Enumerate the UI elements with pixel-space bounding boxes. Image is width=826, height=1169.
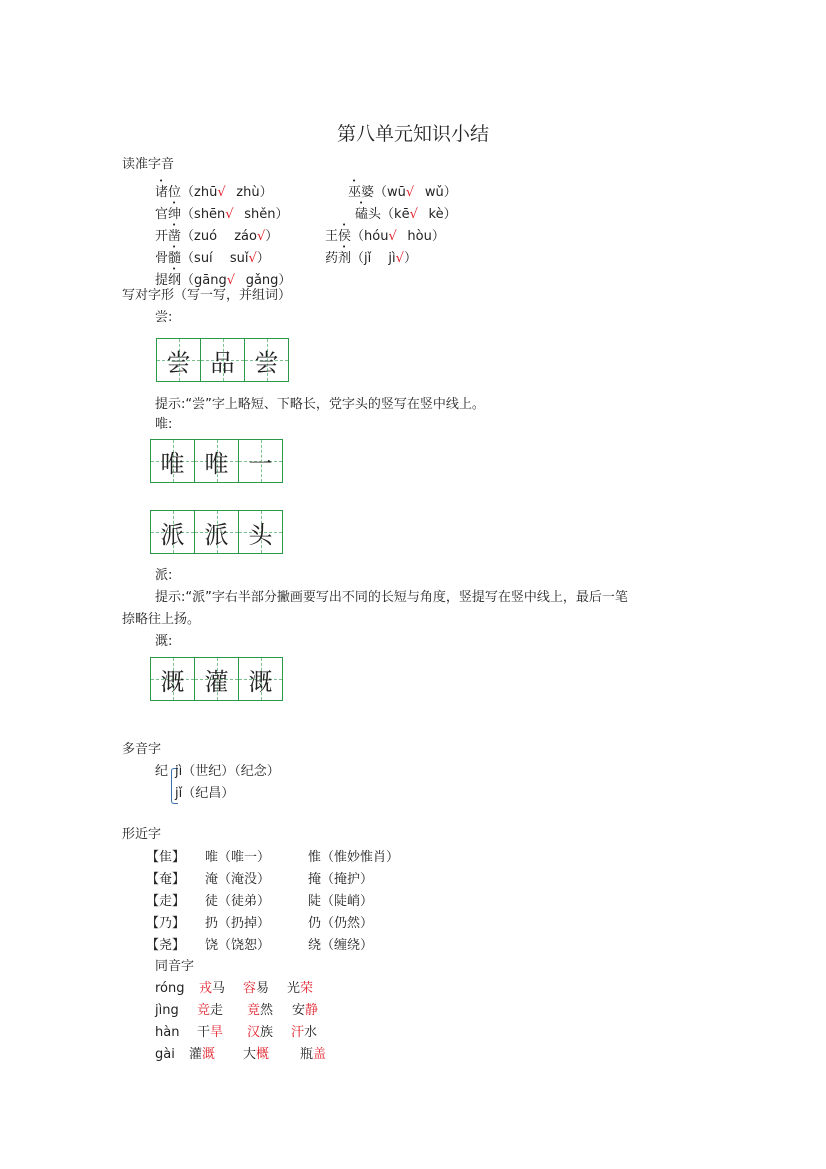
polyphone-line2: jǐ（纪昌） xyxy=(175,786,235,801)
check-icon: √ xyxy=(248,251,257,266)
homophone-pinyin: gài xyxy=(155,1047,175,1062)
word-char: 提 xyxy=(155,273,169,288)
radical: 【尧】 xyxy=(146,938,186,953)
gai-label: 溉: xyxy=(155,634,173,649)
pinyin-option: hòu xyxy=(407,229,432,244)
similar-word-2: 仍（仍然） xyxy=(308,916,374,931)
word-char: 位 xyxy=(168,185,182,200)
word-char: 灌 xyxy=(189,1047,203,1062)
spacer xyxy=(371,251,388,266)
pinyin-option: suǐ xyxy=(229,251,249,266)
spacer xyxy=(235,273,246,288)
pinyin-option: wǔ xyxy=(424,185,444,200)
pinyin-option: zhū xyxy=(194,185,218,200)
grid-cell xyxy=(239,658,282,700)
polyphone-line1: jì（世纪）（纪念） xyxy=(175,764,280,779)
word-char: 官 xyxy=(155,207,169,222)
similar-word-2: 绕（缠绕） xyxy=(308,938,374,953)
paren: ） xyxy=(431,229,445,244)
word-char: 头 xyxy=(368,207,382,222)
word-char: 瓶 xyxy=(300,1047,314,1062)
paren: ） xyxy=(256,251,270,266)
radical: 【隹】 xyxy=(146,850,186,865)
homophone-pinyin: hàn xyxy=(155,1025,180,1040)
pai-tip-line1: 提示:“派”字右半部分撇画要写出不同的长短与角度，竖提写在竖中线上，最后一笔 xyxy=(155,590,628,605)
paren: （ xyxy=(351,229,365,244)
paren: （ xyxy=(351,251,365,266)
word-char: 光 xyxy=(287,981,301,996)
pinyin-option: gǎng xyxy=(245,273,279,288)
grid-char: 派 xyxy=(204,520,229,549)
highlight-char: 汉 xyxy=(247,1025,261,1040)
pinyin-option: záo xyxy=(234,229,257,244)
word-char: 安 xyxy=(292,1003,306,1018)
homophone-word xyxy=(300,1046,326,1064)
similar-word-2: 陡（陡峭） xyxy=(308,894,374,909)
paren: （ xyxy=(374,185,388,200)
grid-cell xyxy=(151,440,195,482)
similar-word-2: 惟（惟妙惟肖） xyxy=(308,850,400,865)
highlight-char: 竟 xyxy=(247,1003,261,1018)
paren: （ xyxy=(181,273,195,288)
word-char: 开 xyxy=(155,229,169,244)
grid-char: 尝 xyxy=(254,348,279,377)
highlight-char: 容 xyxy=(243,981,257,996)
word-char: 干 xyxy=(197,1025,211,1040)
word-char: 磕 xyxy=(355,207,369,222)
word-char: 王 xyxy=(325,229,339,244)
homophone-word xyxy=(199,980,225,998)
word-char: 侯 xyxy=(338,229,352,244)
homophone-word xyxy=(287,980,313,998)
pinyin-option: zhù xyxy=(236,185,260,200)
grid-char: 头 xyxy=(248,520,273,549)
grid-cell xyxy=(151,658,195,700)
highlight-char: 旱 xyxy=(210,1025,224,1040)
word-char: 凿 xyxy=(168,229,182,244)
pinyin-option: shēn xyxy=(194,207,226,222)
highlight-char: 荣 xyxy=(300,981,314,996)
grid-char: 派 xyxy=(160,520,185,549)
grid-char: 一 xyxy=(248,449,273,478)
check-icon: √ xyxy=(409,207,418,222)
highlight-char: 盖 xyxy=(313,1047,327,1062)
section-reading-heading: 读准字音 xyxy=(122,157,175,172)
check-icon: √ xyxy=(405,185,415,200)
paren: （ xyxy=(381,207,395,222)
check-icon: √ xyxy=(256,229,266,244)
similar-word-1: 淹（淹没） xyxy=(205,872,271,887)
pinyin-option: wū xyxy=(387,185,406,200)
paren: ） xyxy=(443,207,457,222)
homophone-word xyxy=(291,1024,317,1042)
wei-grid xyxy=(150,439,283,483)
grid-cell xyxy=(157,339,201,381)
radical: 【走】 xyxy=(146,894,186,909)
homophone-word xyxy=(189,1046,215,1064)
spacer xyxy=(226,185,237,200)
similar-word-1: 徒（徒弟） xyxy=(205,894,271,909)
grid-cell xyxy=(195,440,239,482)
paren: （ xyxy=(181,207,195,222)
pinyin-item xyxy=(325,243,417,268)
section-writing-heading: 写对字形（写一写，并组词） xyxy=(122,288,292,303)
grid-char: 唯 xyxy=(204,449,229,478)
pinyin-option: kē xyxy=(394,207,410,222)
word-char: 大 xyxy=(243,1047,257,1062)
grid-char: 溉 xyxy=(248,667,273,696)
pai-tip-line2: 捺略往上扬。 xyxy=(122,612,201,627)
paren: ） xyxy=(403,251,417,266)
spacer xyxy=(418,207,429,222)
highlight-char: 溉 xyxy=(202,1047,216,1062)
paren: ） xyxy=(259,185,273,200)
similar-word-1: 扔（扔掉） xyxy=(205,916,271,931)
homophone-pinyin: jìng xyxy=(155,1003,179,1018)
pinyin-option: kè xyxy=(428,207,444,222)
word-char: 婆 xyxy=(361,185,375,200)
section-similar-heading: 形近字 xyxy=(122,827,162,842)
word-char: 马 xyxy=(212,981,226,996)
page-title: 第八单元知识小结 xyxy=(336,123,489,145)
highlight-char: 竞 xyxy=(197,1003,211,1018)
polyphone-char: 纪 xyxy=(155,764,169,779)
grid-cell xyxy=(151,511,195,553)
homophone-word xyxy=(197,1002,223,1020)
pinyin-option: jì xyxy=(388,251,396,266)
grid-cell xyxy=(239,511,282,553)
homophone-word xyxy=(243,1046,269,1064)
check-icon: √ xyxy=(226,273,236,288)
grid-cell xyxy=(239,440,282,482)
word-char: 骨 xyxy=(155,251,169,266)
paren: （ xyxy=(181,251,195,266)
similar-word-1: 唯（唯一） xyxy=(205,850,271,865)
pinyin-option: gāng xyxy=(194,273,227,288)
spacer xyxy=(397,229,408,244)
pinyin-option: zuó xyxy=(194,229,218,244)
word-char: 易 xyxy=(256,981,270,996)
word-char: 巫 xyxy=(348,185,362,200)
word-char: 绅 xyxy=(168,207,182,222)
highlight-char: 汗 xyxy=(291,1025,305,1040)
homophone-pinyin: róng xyxy=(155,981,185,996)
homophone-word xyxy=(243,980,269,998)
homophone-word xyxy=(247,1024,273,1042)
highlight-char: 概 xyxy=(256,1047,270,1062)
highlight-char: 戎 xyxy=(199,981,213,996)
grid-char: 品 xyxy=(210,348,235,377)
word-char: 走 xyxy=(210,1003,224,1018)
similar-word-1: 饶（饶恕） xyxy=(205,938,271,953)
grid-char: 溉 xyxy=(160,667,185,696)
wei-label: 唯: xyxy=(155,417,173,432)
chang-grid xyxy=(156,338,289,382)
grid-cell xyxy=(195,511,239,553)
similar-word-2: 掩（掩护） xyxy=(308,872,374,887)
paren: ） xyxy=(278,273,292,288)
grid-cell xyxy=(195,658,239,700)
word-char: 水 xyxy=(304,1025,318,1040)
highlight-char: 静 xyxy=(305,1003,319,1018)
word-char: 髓 xyxy=(168,251,182,266)
homophone-word xyxy=(197,1024,223,1042)
word-char: 诸 xyxy=(155,185,169,200)
grid-char: 唯 xyxy=(160,449,185,478)
grid-cell xyxy=(245,339,288,381)
paren: （ xyxy=(181,185,195,200)
radical: 【奄】 xyxy=(146,872,186,887)
homophone-word xyxy=(247,1002,273,1020)
spacer xyxy=(234,207,245,222)
pai-grid xyxy=(150,510,283,554)
pinyin-option: jǐ xyxy=(364,251,372,266)
word-char: 然 xyxy=(260,1003,274,1018)
spacer xyxy=(217,229,234,244)
paren: ） xyxy=(275,207,289,222)
check-icon: √ xyxy=(388,229,397,244)
homophone-heading: 同音字 xyxy=(155,959,195,974)
pinyin-option: shěn xyxy=(244,207,276,222)
radical: 【乃】 xyxy=(146,916,186,931)
check-icon: √ xyxy=(225,207,234,222)
word-char: 药 xyxy=(325,251,339,266)
pinyin-option: hóu xyxy=(364,229,389,244)
word-char: 纲 xyxy=(168,273,182,288)
spacer xyxy=(414,185,425,200)
pinyin-option: suí xyxy=(194,251,213,266)
spacer xyxy=(213,251,230,266)
homophone-word xyxy=(292,1002,318,1020)
section-polyphone-heading: 多音字 xyxy=(122,742,162,757)
pai-label: 派: xyxy=(155,568,173,583)
word-char: 剂 xyxy=(338,251,352,266)
paren: ） xyxy=(443,185,457,200)
chang-label: 尝: xyxy=(155,310,173,325)
grid-char: 灌 xyxy=(204,667,229,696)
chang-tip: 提示:“尝”字上略短、下略长，党字头的竖写在竖中线上。 xyxy=(155,397,485,412)
paren: ） xyxy=(265,229,279,244)
check-icon: √ xyxy=(217,185,226,200)
grid-char: 尝 xyxy=(166,348,191,377)
grid-cell xyxy=(201,339,245,381)
gai-grid xyxy=(150,657,283,701)
paren: （ xyxy=(181,229,195,244)
word-char: 族 xyxy=(260,1025,274,1040)
check-icon: √ xyxy=(395,251,404,266)
